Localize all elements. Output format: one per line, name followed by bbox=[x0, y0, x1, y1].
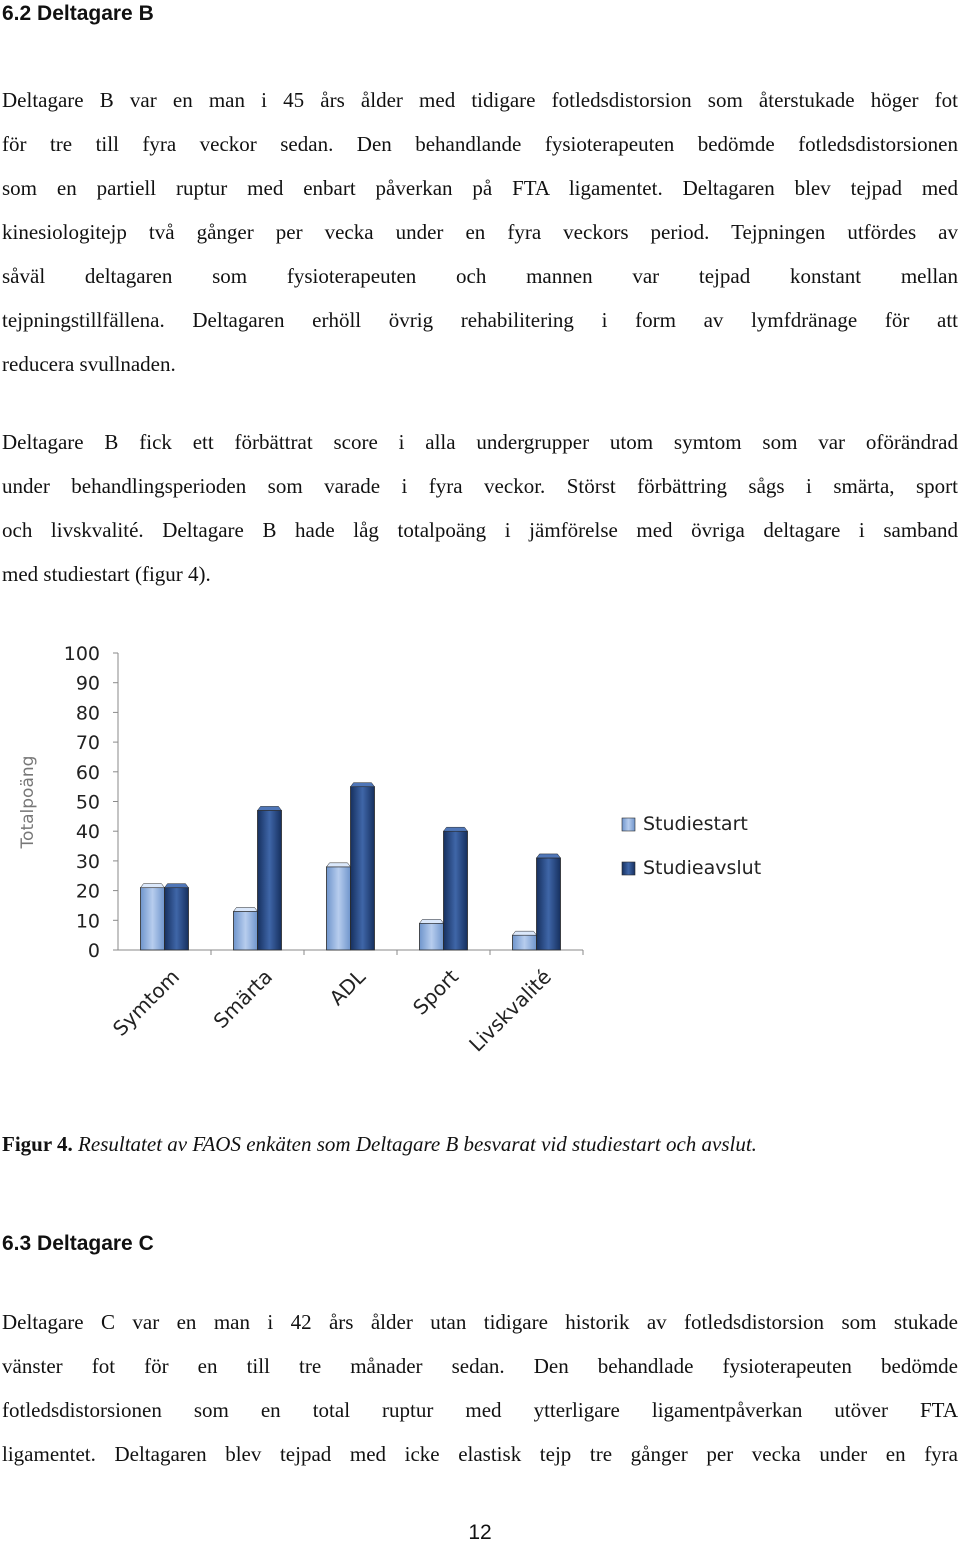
y-tick-label: 20 bbox=[75, 880, 100, 903]
bar-cap bbox=[258, 806, 282, 810]
bar-studieavslut-symtom bbox=[165, 888, 189, 950]
caption-label: Figur 4. bbox=[2, 1132, 73, 1156]
text-line: som en partiell ruptur med enbart påverkan på FTA ligamentet. Deltagaren blev tejpad med bbox=[2, 176, 958, 200]
bar-studieavslut-adl bbox=[351, 787, 375, 950]
bar-cap bbox=[165, 884, 189, 888]
bar-studiestart-livskvalité bbox=[513, 935, 537, 950]
y-tick-label: 60 bbox=[75, 761, 100, 784]
y-tick-label: 30 bbox=[75, 850, 100, 873]
text-line: Deltagare B fick ett förbättrat score i alla undergrupper utom symtom som var oförändrad bbox=[2, 430, 958, 454]
section-heading-c: 6.3 Deltagare C bbox=[2, 1232, 154, 1255]
page-number: 12 bbox=[468, 1521, 492, 1544]
text-line: kinesiologitejp två gånger per vecka under en fyra veckors period. Tejpningen utfördes av bbox=[2, 220, 958, 244]
y-tick-label: 50 bbox=[75, 791, 100, 814]
y-tick-label: 70 bbox=[75, 732, 100, 755]
legend-label-studiestart: Studiestart bbox=[643, 813, 748, 835]
text-line: Deltagare B var en man i 45 års ålder med tidigare fotledsdistorsion som återstukade höger fot bbox=[2, 88, 958, 112]
bar-cap bbox=[513, 931, 537, 935]
x-tick-label: Symtom bbox=[107, 964, 185, 1041]
bar-studieavslut-smärta bbox=[258, 810, 282, 950]
y-tick-label: 40 bbox=[75, 821, 100, 844]
bar-cap bbox=[141, 884, 165, 888]
bar-cap bbox=[351, 783, 375, 787]
text-line: vänster fot för en till tre månader sedan. Den behandlade fysioterapeuten bedömde bbox=[2, 1354, 958, 1378]
bar-studiestart-adl bbox=[327, 867, 351, 950]
chart-bars bbox=[141, 783, 561, 950]
figure-caption bbox=[2, 1130, 757, 1158]
bar-cap bbox=[234, 907, 258, 911]
bar-cap bbox=[420, 919, 444, 923]
text-line: under behandlingsperioden som varade i fyra veckor. Störst förbättring sågs i smärta, sport bbox=[2, 474, 958, 498]
y-tick-label: 10 bbox=[75, 910, 100, 933]
bar-studiestart-smärta bbox=[234, 911, 258, 950]
x-tick-label: ADL bbox=[324, 964, 371, 1010]
y-tick-label: 0 bbox=[87, 940, 100, 962]
legend-label-studieavslut: Studieavslut bbox=[643, 857, 762, 879]
paragraph-b-2 bbox=[2, 420, 958, 596]
text-line: med studiestart (figur 4). bbox=[2, 562, 211, 586]
x-tick-label: Smärta bbox=[208, 964, 278, 1033]
x-tick-label: Sport bbox=[408, 964, 464, 1020]
text-line: för tre till fyra veckor sedan. Den behandlande fysioterapeuten bedömde fotledsdistorsionen bbox=[2, 132, 958, 156]
text-line: ligamentet. Deltagaren blev tejpad med icke elastisk tejp tre gånger per vecka under en fyra bbox=[2, 1442, 958, 1466]
bar-cap bbox=[444, 827, 468, 831]
y-tick-label: 100 bbox=[63, 643, 100, 665]
caption-text: Resultatet av FAOS enkäten som Deltagare B besvarat vid studiestart och avslut. bbox=[78, 1132, 757, 1156]
paragraph-c-1 bbox=[2, 1300, 958, 1476]
y-tick-label: 80 bbox=[75, 702, 100, 725]
chart-legend bbox=[622, 813, 761, 879]
bar-studiestart-symtom bbox=[141, 888, 165, 950]
chart-labels bbox=[18, 643, 556, 1056]
text-line: tejpningstillfällena. Deltagaren erhöll övrig rehabilitering i form av lymfdränage för att bbox=[2, 308, 958, 332]
y-axis-label: Totalpoäng bbox=[18, 755, 38, 849]
legend-swatch-studiestart bbox=[622, 818, 635, 831]
text-line: reducera svullnaden. bbox=[2, 352, 176, 376]
faos-bar-chart bbox=[0, 630, 960, 1100]
bar-cap bbox=[327, 863, 351, 867]
text-line: såväl deltagaren som fysioterapeuten och mannen var tejpad konstant mellan bbox=[2, 264, 958, 288]
bar-cap bbox=[537, 854, 561, 858]
text-line: och livskvalité. Deltagare B hade låg totalpoäng i jämförelse med övriga deltagare i samband bbox=[2, 518, 958, 542]
y-tick-label: 90 bbox=[75, 672, 100, 695]
text-line: fotledsdistorsionen som en total ruptur med ytterligare ligamentpåverkan utöver FTA bbox=[2, 1398, 958, 1422]
bar-studiestart-sport bbox=[420, 923, 444, 950]
bar-studieavslut-sport bbox=[444, 831, 468, 950]
paragraph-b-1 bbox=[2, 78, 958, 386]
section-heading-b: 6.2 Deltagare B bbox=[2, 2, 154, 25]
text-line: Deltagare C var en man i 42 års ålder utan tidigare historik av fotledsdistorsion som stukade bbox=[2, 1310, 958, 1334]
legend-swatch-studieavslut bbox=[622, 862, 635, 875]
x-tick-label: Livskvalité bbox=[464, 964, 557, 1057]
bar-studieavslut-livskvalité bbox=[537, 858, 561, 950]
